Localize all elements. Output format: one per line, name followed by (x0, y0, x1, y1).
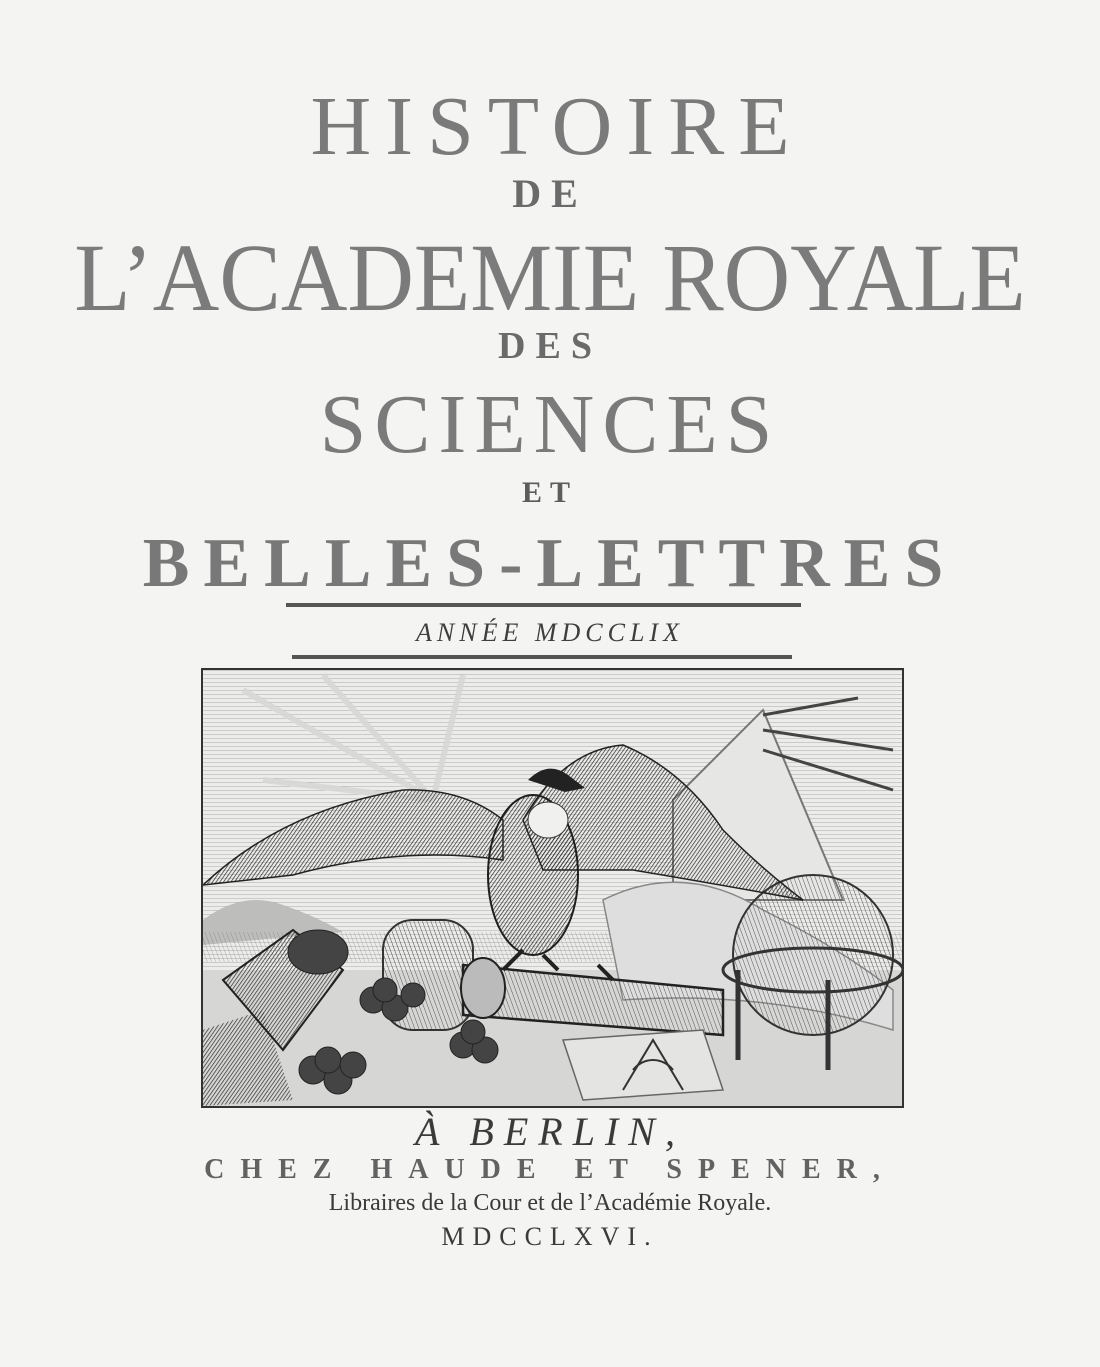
title-academie: L’ACADEMIE ROYALE (74, 224, 1026, 331)
title-de: DE (512, 171, 588, 216)
title-sciences: SCIENCES (319, 378, 781, 471)
imprint-publisher-note: Libraires de la Cour et de l’Académie Royale. (328, 1190, 772, 1216)
imprint-publisher: CHEZ HAUDE ET SPENER, (204, 1154, 896, 1185)
title-des: DES (498, 325, 602, 367)
rule-bottom (292, 655, 792, 659)
imprint-year: MDCCLXVI. (441, 1222, 659, 1251)
title-belles-lettres: BELLES-LETTRES (142, 525, 958, 602)
title-et: ET (521, 476, 579, 509)
rule-top (286, 603, 801, 607)
imprint-place: À BERLIN, (415, 1109, 685, 1154)
eagle-engraving-icon (201, 668, 904, 1108)
title-histoire: HISTOIRE (310, 80, 804, 173)
year-annee: ANNÉE MDCCLIX (416, 618, 684, 647)
